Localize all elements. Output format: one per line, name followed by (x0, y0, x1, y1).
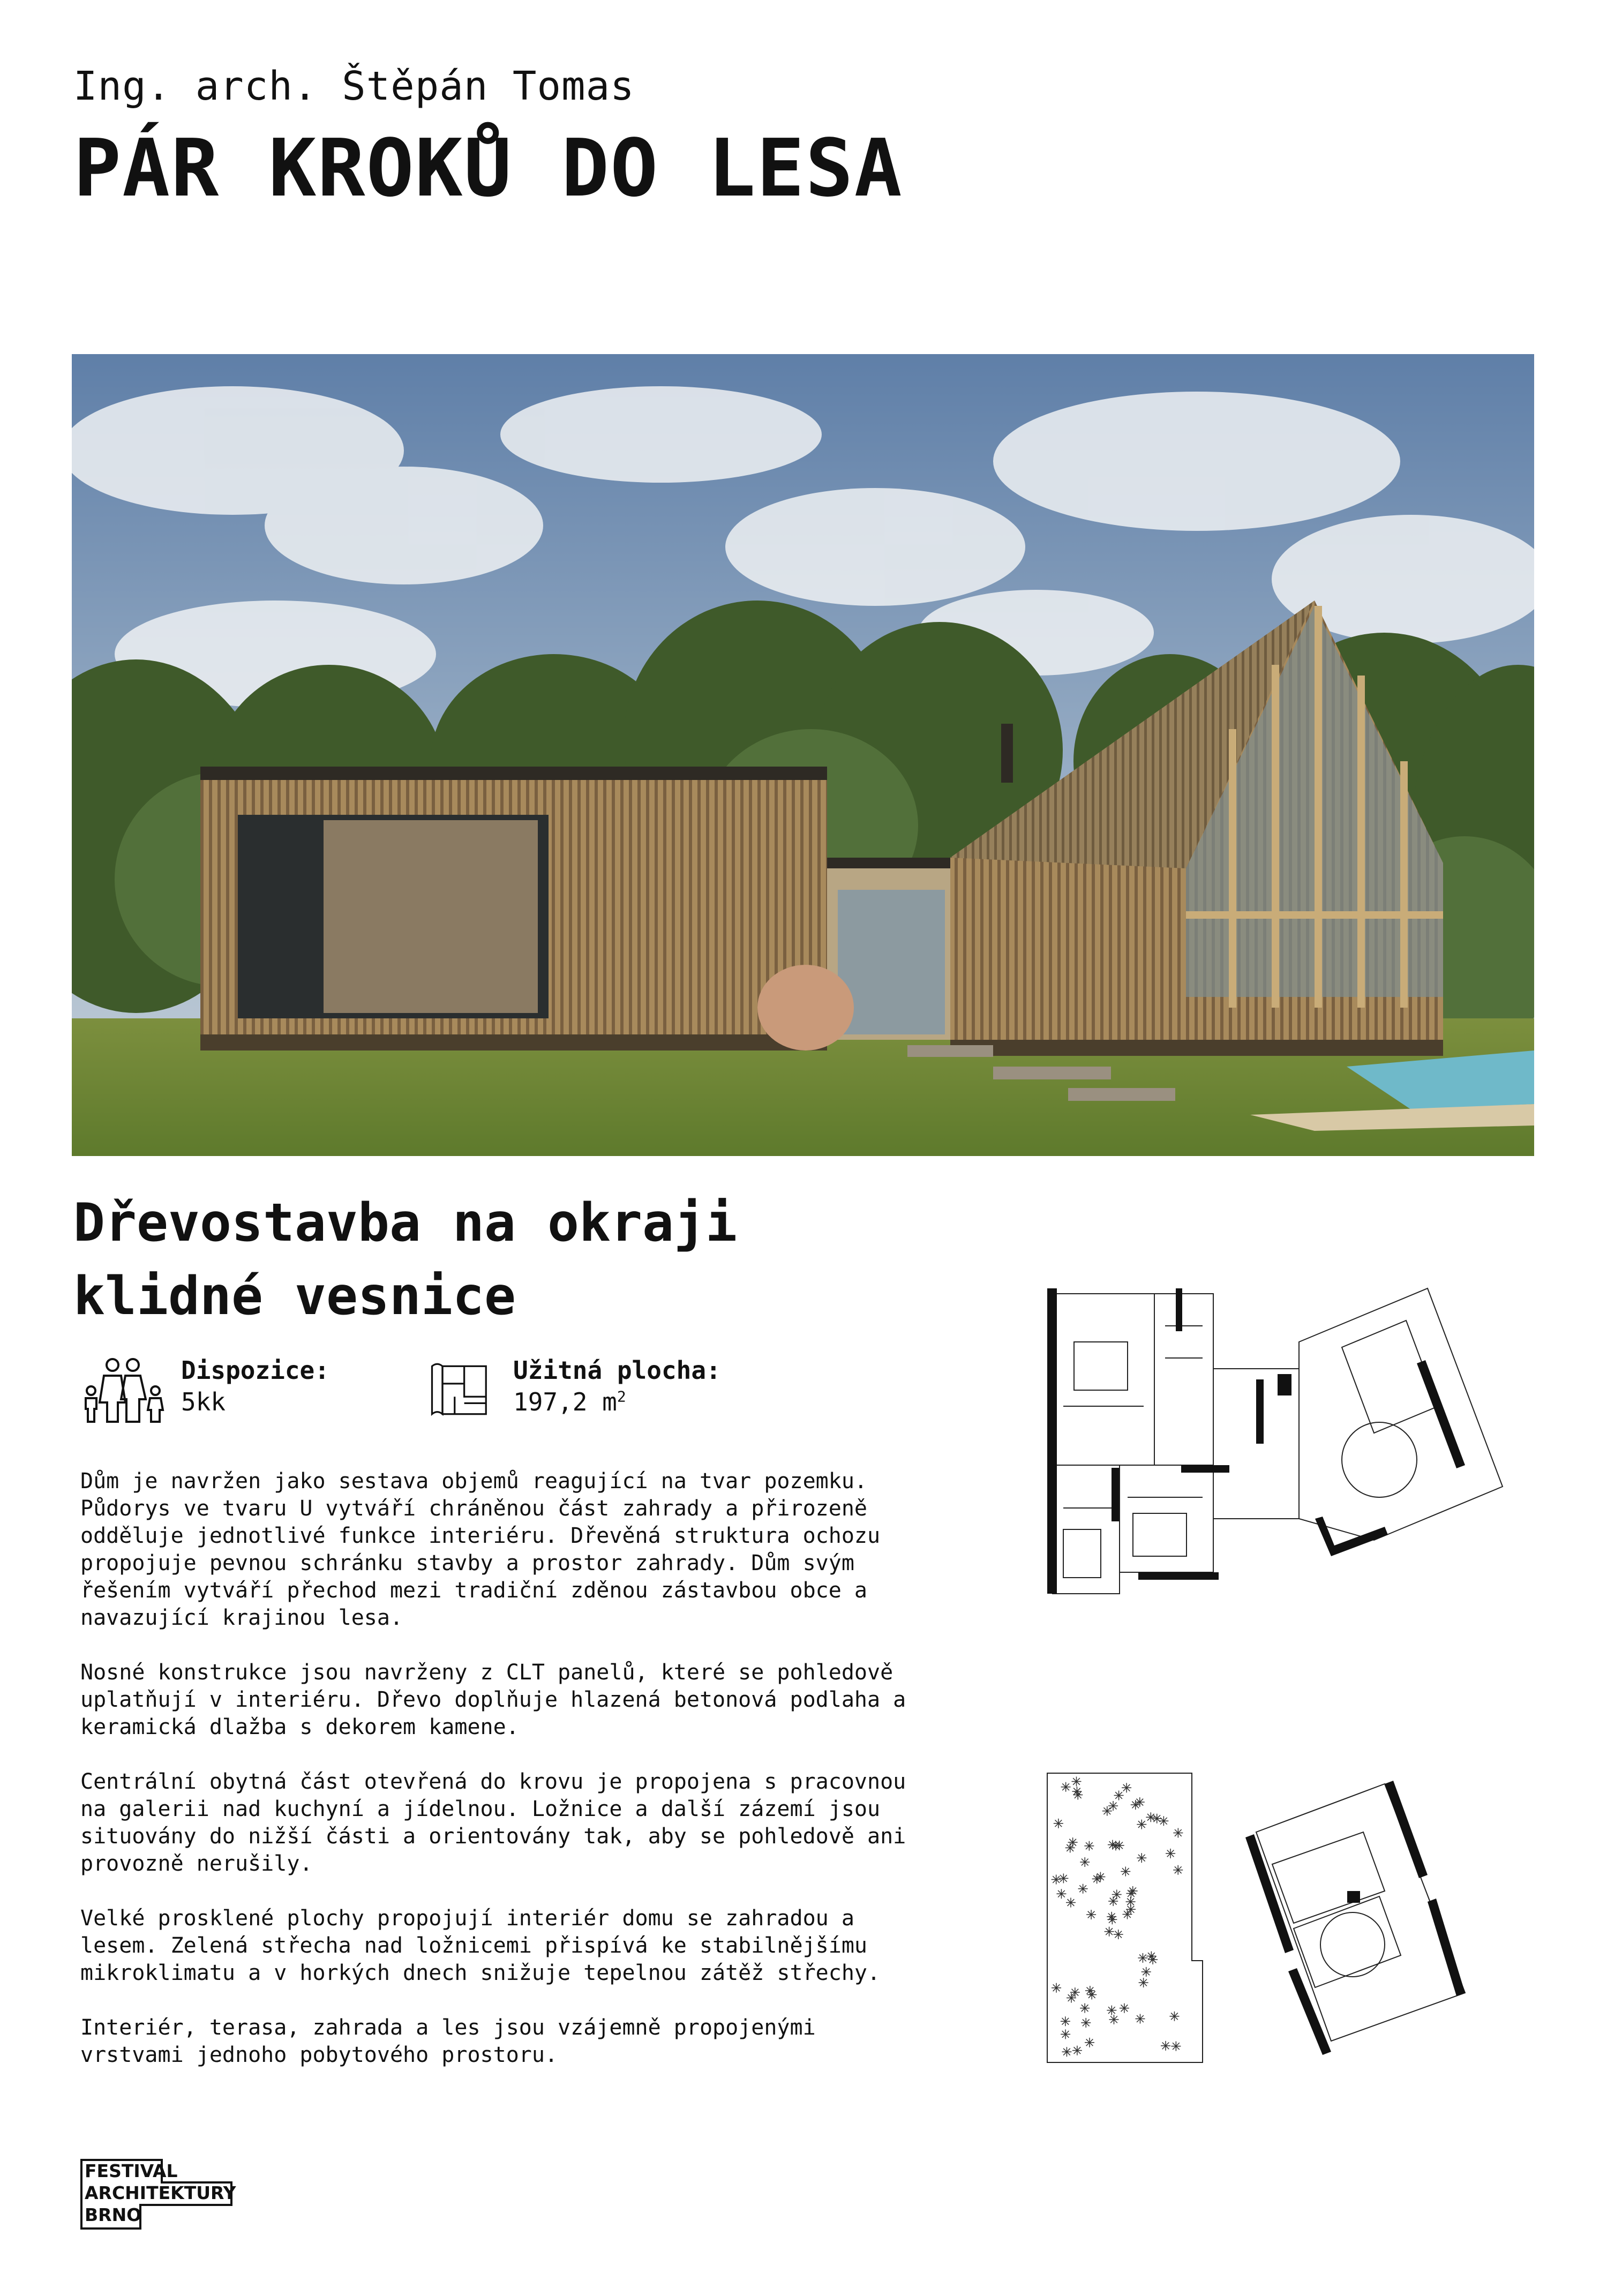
description-line: na galerii nad kuchyní a jídelnou. Ložnice a další zázemí jsou (80, 1797, 881, 1821)
page-title: PÁR KROKŮ DO LESA (73, 122, 903, 214)
description-line: Interiér, terasa, zahrada a les jsou vzájemně propojenými (80, 2015, 816, 2040)
festival-architektury-brno-logo (80, 2159, 236, 2230)
fact-area-unit-sup: 2 (617, 1387, 626, 1406)
family-icon (80, 1355, 166, 1425)
description-line: vrstvami jednoho pobytového prostoru. (80, 2043, 558, 2067)
fact-layout-label: Dispozice: (181, 1356, 329, 1385)
fact-layout (80, 1355, 329, 1425)
fact-area-number: 197,2 m (513, 1387, 617, 1416)
description-line: mikroklimatu a v horkých dnech snižuje tepelnou zátěž střechy. (80, 1961, 881, 1985)
description-line: Centrální obytná část otevřená do krovu je propojena s pracovnou (80, 1769, 906, 1794)
description-paragraph (80, 1768, 975, 1878)
description-paragraph (80, 1905, 975, 1987)
description-line: uplatňují v interiéru. Dřevo doplňuje hlazená betonová podlaha a (80, 1687, 906, 1712)
description-paragraph (80, 1659, 975, 1741)
description-line: Půdorys ve tvaru U vytváří chráněnou část zahrady a přirozeně (80, 1496, 868, 1521)
description-line: Nosné konstrukce jsou navrženy z CLT panelů, které se pohledově (80, 1660, 893, 1685)
description-paragraph (80, 1468, 975, 1632)
description-line: situovány do nižší části a orientovány tak, aby se pohledově ani (80, 1824, 906, 1849)
fact-area-value (513, 1386, 721, 1419)
description-line: odděluje jednotlivé funkce interiéru. Dřevěná struktura ochozu (80, 1524, 881, 1548)
fact-layout-value: 5kk (181, 1387, 226, 1416)
description-line: Velké prosklené plochy propojují interiér domu se zahradou a (80, 1906, 854, 1931)
ground-floor-plan-drawing (1042, 1283, 1508, 1604)
description-paragraph (80, 2014, 975, 2069)
description-line: navazující krajinou lesa. (80, 1605, 403, 1630)
subtitle (73, 1187, 737, 1333)
fact-area (429, 1355, 721, 1425)
subtitle-line-2: klidné vesnice (73, 1266, 516, 1327)
house-render-image (72, 354, 1534, 1156)
logo-line-2: ARCHITEKTURY (85, 2182, 236, 2203)
description-line: Dům je navržen jako sestava objemů reagující na tvar pozemku. (80, 1469, 868, 1494)
fact-area-label: Užitná plocha: (513, 1356, 721, 1385)
author-name: Ing. arch. Štěpán Tomas (73, 63, 635, 109)
logo-line-3: BRNO (85, 2204, 142, 2225)
subtitle-line-1: Dřevostavba na okraji (73, 1192, 738, 1254)
roof-and-upper-floor-plan-drawing (1042, 1768, 1508, 2068)
description (80, 1468, 975, 2096)
floorplan-icon (429, 1355, 498, 1425)
description-line: lesem. Zelená střecha nad ložnicemi přispívá ke stabilnějšímu (80, 1933, 868, 1958)
description-line: řešením vytváří přechod mezi tradiční zděnou zástavbou obce a (80, 1578, 868, 1603)
logo-line-1: FESTIVAL (85, 2160, 178, 2181)
description-line: propojuje pevnou schránku stavby a prostor zahrady. Dům svým (80, 1551, 854, 1575)
description-line: provozně nerušily. (80, 1851, 313, 1876)
description-line: keramická dlažba s dekorem kamene. (80, 1715, 519, 1739)
